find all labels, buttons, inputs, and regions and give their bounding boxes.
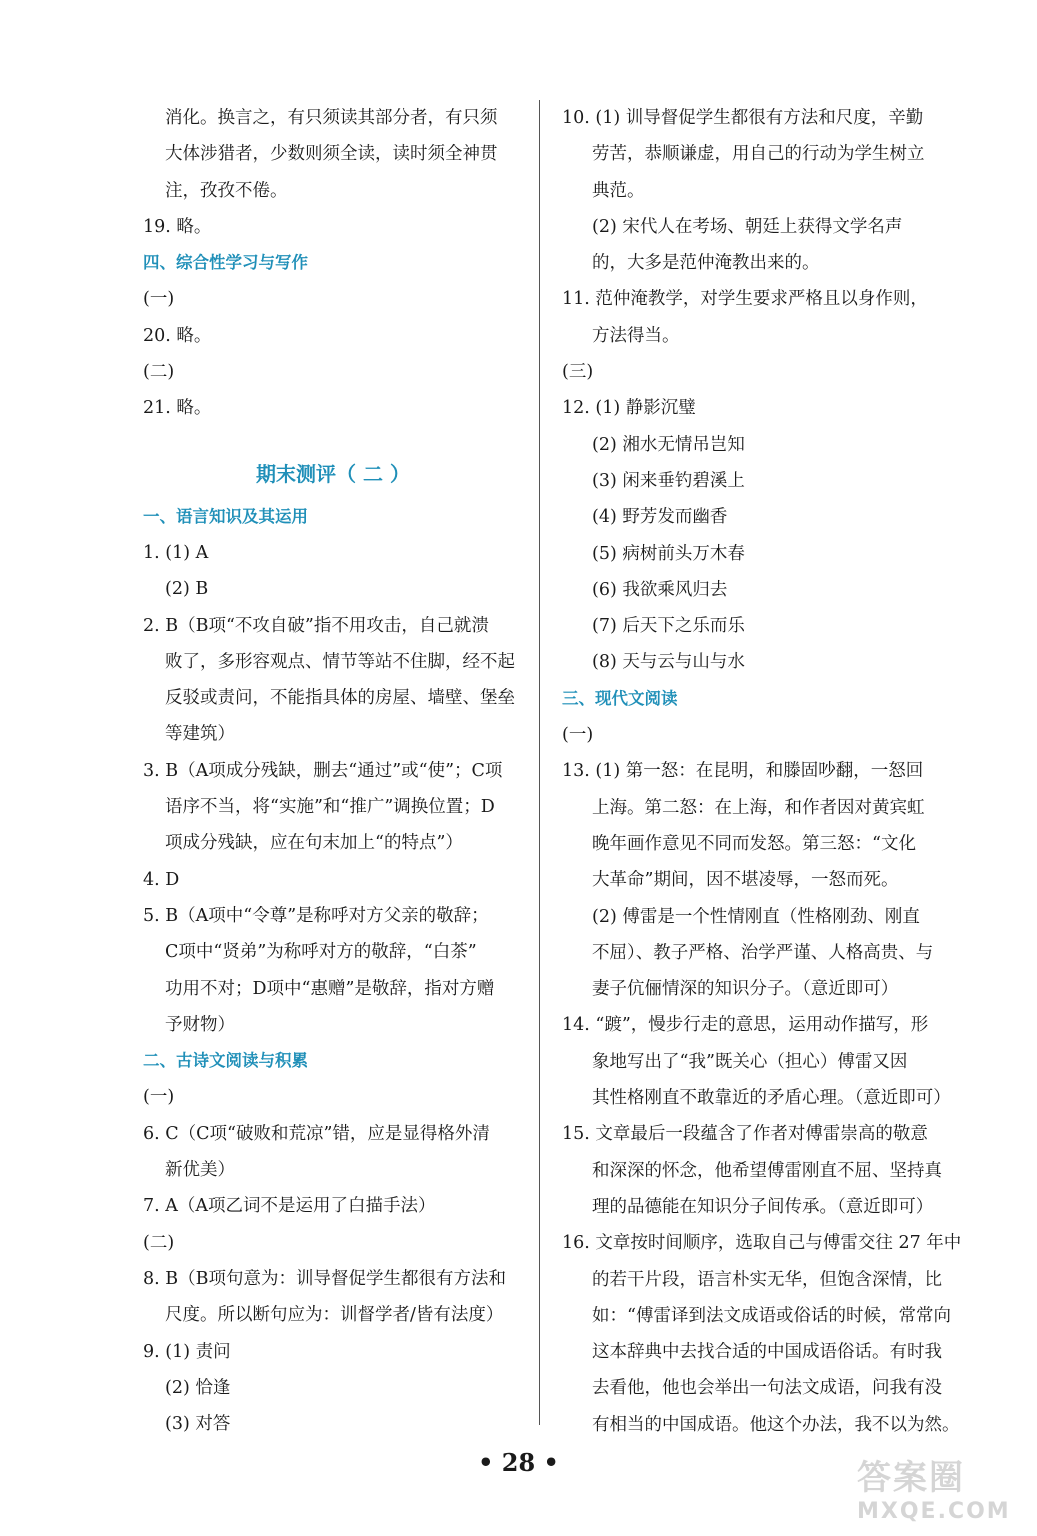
- answer-line: (7) 后天下之乐而乐: [592, 616, 745, 637]
- answer-line: 等建筑）: [165, 724, 235, 745]
- answer-line: C项中“贤弟”为称呼对方的敬辞，“白茶”: [165, 942, 477, 963]
- answer-line: 1. (1) A: [143, 542, 209, 563]
- answer-line: 20. 略。: [143, 325, 212, 346]
- answer-line: 8. B（B项句意为：训导督促学生都很有方法和: [143, 1268, 506, 1289]
- answer-line: 典范。: [592, 180, 645, 201]
- watermark-logo: [857, 1450, 1011, 1530]
- answer-line: 有相当的中国成语。他这个办法，我不以为然。: [592, 1414, 960, 1435]
- answer-line: 象地写出了“我”既关心（担心）傅雷又因: [592, 1051, 908, 1072]
- answer-line: (3) 闲来垂钓碧溪上: [592, 470, 745, 491]
- page-number: • 28 •: [478, 1448, 559, 1477]
- section-heading: 四、综合性学习与写作: [143, 253, 308, 273]
- answer-line: 败了，多形容观点、情节等站不住脚，经不起: [165, 651, 515, 672]
- answer-line: 大革命”期间，因不堪凌辱，一怒而死。: [592, 870, 899, 891]
- answer-line: (4) 野芳发而幽香: [592, 507, 728, 528]
- answer-line: (二): [143, 1232, 175, 1253]
- watermark-url: MXQE.COM: [857, 1499, 1011, 1524]
- answer-line: 6. C（C项“破败和荒凉”错，应是显得格外清: [143, 1123, 490, 1144]
- section-heading: 二、古诗文阅读与积累: [143, 1051, 308, 1071]
- answer-line: 13. (1) 第一怒：在昆明，和滕固吵翻，一怒回: [562, 761, 924, 782]
- answer-line: 19. 略。: [143, 216, 212, 237]
- answer-line: 理的品德能在知识分子间传承。（意近即可）: [592, 1196, 934, 1217]
- answer-line: 这本辞典中去找合适的中国成语俗话。有时我: [592, 1342, 942, 1363]
- answer-line: (三): [562, 362, 594, 383]
- left-column: [143, 100, 523, 1442]
- answer-line: (6) 我欲乘风归去: [592, 579, 728, 600]
- answer-line: 如：“傅雷译到法文成语或俗话的时候，常常向: [592, 1305, 951, 1326]
- answer-line: 4. D: [143, 869, 180, 890]
- answer-line: 11. 范仲淹教学，对学生要求严格且以身作则，: [562, 289, 928, 310]
- right-column: [562, 100, 962, 1443]
- answer-line: (2) 恰逢: [165, 1377, 231, 1398]
- column-divider: [539, 100, 540, 1425]
- answer-line: 方法得当。: [592, 325, 680, 346]
- answer-line: 消化。换言之，有只须读其部分者，有只须: [165, 108, 498, 128]
- answer-line: 语序不当，将“实施”和“推广”调换位置；D: [165, 797, 495, 818]
- watermark-text: 答案圈: [857, 1458, 965, 1498]
- answer-line: 功用不对；D项中“惠赠”是敬辞，指对方赠: [165, 978, 495, 999]
- answer-line: 去看他，他也会举出一句法文成语，问我有没: [592, 1378, 942, 1399]
- section-title: 期末测评（ 二 ）: [256, 461, 410, 486]
- answer-line: 反驳或责问，不能指具体的房屋、墙壁、堡垒: [165, 688, 515, 709]
- answer-line: (一): [143, 1087, 175, 1108]
- answer-line: 的若干片段，语言朴实无华，但饱含深情，比: [592, 1269, 942, 1290]
- answer-line: 5. B（A项中“令尊”是称呼对方父亲的敬辞；: [143, 905, 489, 926]
- answer-line: 7. A（A项乙词不是运用了白描手法）: [143, 1196, 436, 1217]
- answer-line: 予财物）: [165, 1014, 235, 1035]
- answer-line: 的，大多是范仲淹教出来的。: [592, 253, 820, 274]
- answer-line: 14. “踱”，慢步行走的意思，运用动作描写，形: [562, 1015, 929, 1036]
- answer-line: 21. 略。: [143, 398, 212, 419]
- answer-line: 其性格刚直不敢靠近的矛盾心理。（意近即可）: [592, 1088, 951, 1109]
- answer-line: 晚年画作意见不同而发怒。第三怒：“文化: [592, 833, 916, 854]
- section-heading: 三、现代文阅读: [562, 688, 678, 708]
- answer-line: (2) B: [165, 579, 209, 600]
- answer-line: 2. B（B项“不攻自破”指不用攻击，自己就溃: [143, 615, 489, 636]
- answer-line: (一): [562, 725, 594, 746]
- answer-line: 不屈）、教子严格、治学严谨、人格高贵、与: [592, 942, 934, 963]
- answer-line: 项成分残缺，应在句末加上“的特点”）: [165, 833, 463, 854]
- answer-line: 妻子伉俪情深的知识分子。（意近即可）: [592, 979, 899, 1000]
- answer-line: 10. (1) 训导督促学生都很有方法和尺度，辛勤: [562, 108, 924, 128]
- answer-line: (5) 病树前头万木春: [592, 543, 745, 564]
- answer-line: 3. B（A项成分残缺，删去“通过”或“使”；C项: [143, 760, 503, 781]
- answer-line: (一): [143, 289, 175, 310]
- answer-line: 和深深的怀念，他希望傅雷刚直不屈、坚持真: [592, 1160, 942, 1181]
- answer-line: 15. 文章最后一段蕴含了作者对傅雷崇高的敬意: [562, 1124, 928, 1145]
- answer-line: (二): [143, 362, 175, 383]
- answer-line: 劳苦，恭顺谦虚，用自己的行动为学生树立: [592, 144, 925, 165]
- answer-line: 9. (1) 责问: [143, 1341, 231, 1362]
- answer-line: 16. 文章按时间顺序，选取自己与傅雷交往 27 年中: [562, 1233, 962, 1254]
- answer-line: (2) 湘水无情吊岂知: [592, 434, 745, 455]
- answer-line: 12. (1) 静影沉璧: [562, 398, 696, 419]
- answer-line: 新优美）: [165, 1160, 235, 1181]
- answer-line: (8) 天与云与山与水: [592, 652, 745, 673]
- answer-line: (2) 傅雷是一个性情刚直（性格刚劲、刚直: [592, 906, 920, 927]
- answer-line: (2) 宋代人在考场、朝廷上获得文学名声: [592, 216, 903, 237]
- answer-line: 大体涉猎者，少数则须全读，读时须全神贯: [165, 144, 498, 165]
- answer-line: 注，孜孜不倦。: [165, 180, 288, 201]
- answer-line: (3) 对答: [165, 1414, 231, 1435]
- answer-line: 尺度。所以断句应为：训督学者/皆有法度）: [165, 1305, 504, 1326]
- section-heading: 一、语言知识及其运用: [143, 506, 308, 526]
- answer-line: 上海。第二怒：在上海，和作者因对黄宾虹: [592, 797, 925, 818]
